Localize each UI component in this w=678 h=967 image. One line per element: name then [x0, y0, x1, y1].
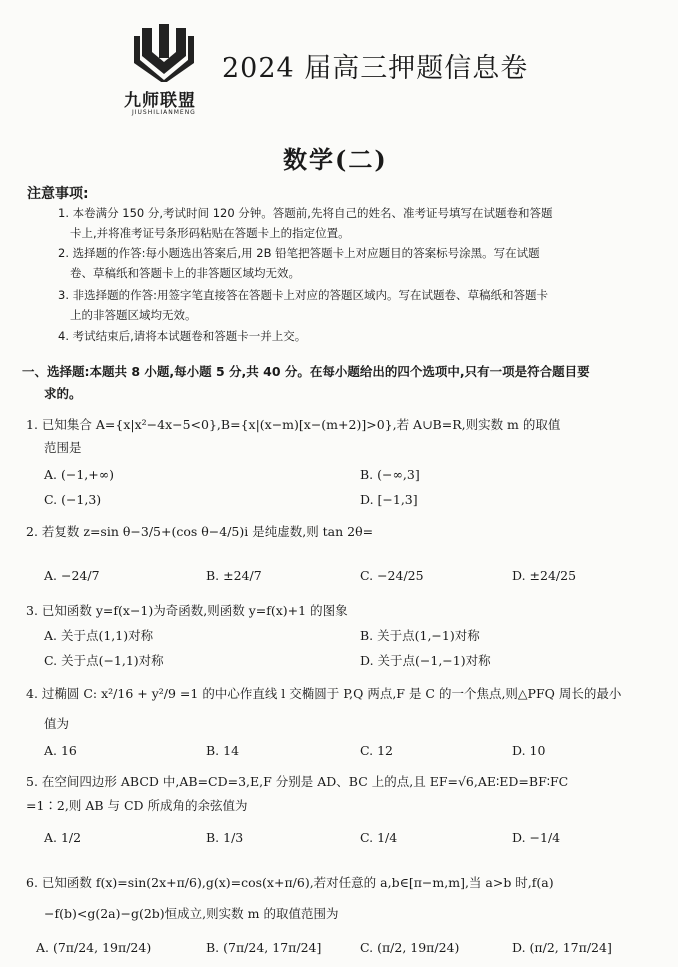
option-d: D. 10 [512, 743, 546, 758]
brand-logo-icon [118, 22, 210, 82]
option-c: C. 1/4 [360, 830, 398, 845]
option-c: C. 12 [360, 743, 393, 758]
option-a: A. 关于点(1,1)对称 [44, 628, 154, 643]
exam-title: 2024 届高三押题信息卷 [222, 53, 529, 84]
option-a: A. −24/7 [44, 568, 100, 583]
notice-line: 4. 考试结束后,请将本试题卷和答题卡一并上交。 [58, 329, 307, 343]
option-d: D. [−1,3] [360, 492, 418, 507]
option-b: B. 1/3 [206, 830, 244, 845]
section-heading-cont: 求的。 [44, 386, 82, 401]
question-5-stem-cont: =1∶2,则 AB 与 CD 所成角的余弦值为 [26, 798, 248, 813]
option-b: B. ±24/7 [206, 568, 262, 583]
option-b: B. 14 [206, 743, 240, 758]
brand-subtitle: JIUSHILIANMENG [132, 109, 196, 116]
option-d: D. ±24/25 [512, 568, 577, 583]
option-c: C. 关于点(−1,1)对称 [44, 653, 164, 668]
notice-line: 2. 选择题的作答:每小题选出答案后,用 2B 铅笔把答题卡上对应题目的答案标号涂黑。写在试题 [58, 246, 540, 260]
notice-line: 1. 本卷满分 150 分,考试时间 120 分钟。答题前,先将自己的姓名、准考证号填写在试题卷和答题 [58, 206, 553, 220]
option-d: D. 关于点(−1,−1)对称 [360, 653, 491, 668]
notice-line: 卡上,并将准考证号条形码粘贴在答题卡上的指定位置。 [70, 226, 350, 240]
option-c: C. −24/25 [360, 568, 424, 583]
notice-title: 注意事项: [27, 186, 89, 202]
notice-line: 上的非答题区域均无效。 [70, 308, 197, 322]
option-a: A. 16 [44, 743, 77, 758]
notice-line: 3. 非选择题的作答:用签字笔直接答在答题卡上对应的答题区域内。写在试题卷、草稿纸和答题卡 [58, 288, 548, 302]
option-a: A. 1/2 [44, 830, 82, 845]
option-b: B. (7π/24, 17π/24] [206, 940, 322, 955]
option-d: D. (π/2, 17π/24] [512, 940, 612, 955]
question-2-stem: 2. 若复数 z=sin θ−3/5+(cos θ−4/5)i 是纯虚数,则 tan 2θ= [26, 524, 374, 539]
option-a: A. (−1,+∞) [44, 467, 115, 482]
subject-title: 数学(二) [283, 145, 388, 174]
section-heading: 一、选择题:本题共 8 小题,每小题 5 分,共 40 分。在每小题给出的四个选项中,只有一项是符合题目要 [22, 364, 590, 379]
question-1-stem-cont: 范围是 [44, 440, 82, 455]
option-b: B. 关于点(1,−1)对称 [360, 628, 480, 643]
question-5-stem: 5. 在空间四边形 ABCD 中,AB=CD=3,E,F 分别是 AD、BC 上的点,且 EF=√6,AE∶ED=BF∶FC [26, 774, 569, 789]
brand-logo [118, 22, 210, 122]
brand-name: 九师联盟 [124, 91, 196, 111]
question-4-stem-cont: 值为 [44, 716, 70, 731]
question-3-stem: 3. 已知函数 y=f(x−1)为奇函数,则函数 y=f(x)+1 的图象 [26, 603, 348, 618]
option-c: C. (π/2, 19π/24) [360, 940, 460, 955]
notice-line: 卷、草稿纸和答题卡上的非答题区域均无效。 [70, 266, 300, 280]
question-6-stem: 6. 已知函数 f(x)=sin(2x+π/6),g(x)=cos(x+π/6),若对任意的 a,b∈[π−m,m],当 a>b 时,f(a) [26, 875, 554, 890]
question-6-stem-cont: −f(b)<g(2a)−g(2b)恒成立,则实数 m 的取值范围为 [44, 906, 339, 921]
question-4-stem: 4. 过椭圆 C: x²/16 + y²/9 =1 的中心作直线 l 交椭圆于 P,Q 两点,F 是 C 的一个焦点,则△PFQ 周长的最小 [26, 686, 622, 701]
option-b: B. (−∞,3] [360, 467, 420, 482]
option-d: D. −1/4 [512, 830, 561, 845]
option-a: A. (7π/24, 19π/24) [36, 940, 152, 955]
option-c: C. (−1,3) [44, 492, 102, 507]
question-1-stem: 1. 已知集合 A={x|x²−4x−5<0},B={x|(x−m)[x−(m+2)]>0},若 A∪B=R,则实数 m 的取值 [26, 417, 561, 432]
